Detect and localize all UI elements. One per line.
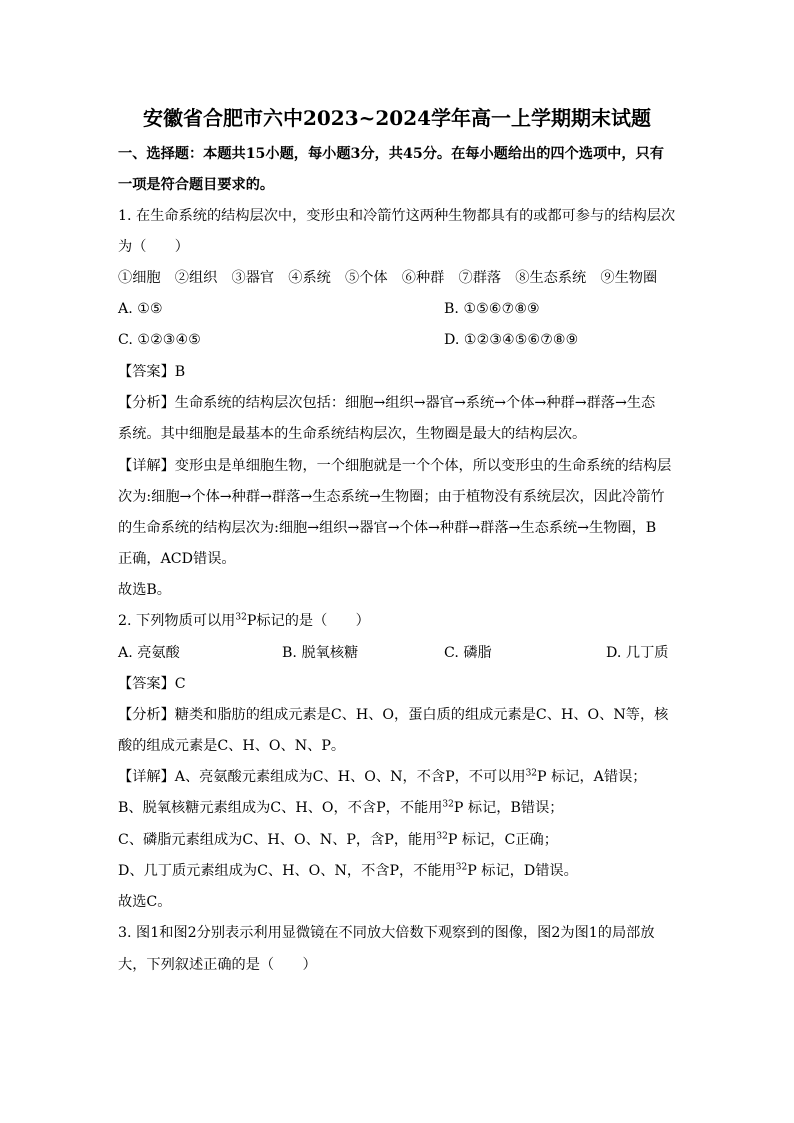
q2-detail-1-pre: 【详解】A、亮氨酸元素组成为C、H、O、N，不含P，不可以用 xyxy=(118,769,526,785)
q1-option-b: B. ①⑤⑥⑦⑧⑨ xyxy=(444,301,540,317)
q2-option-a: A. 亮氨酸 xyxy=(118,645,180,661)
q2-analysis-line-2: 酸的组成元素是C、H、O、N、P。 xyxy=(118,738,346,754)
q2-detail-3-post: P 标记，C正确； xyxy=(447,832,558,848)
q2-detail-2-sup: 32 xyxy=(442,799,454,810)
q2-detail-2-pre: B、脱氧核糖元素组成为C、H、O，不含P，不能用 xyxy=(118,800,443,816)
section-heading-line-1: 一、选择题：本题共15小题，每小题3分，共45分。在每小题给出的四个选项中，只有 xyxy=(118,146,664,162)
q2-detail-1-post: P 标记，A错误； xyxy=(537,769,647,785)
q2-option-c: C. 磷脂 xyxy=(444,645,492,661)
q1-answer: 【答案】B xyxy=(118,364,186,380)
q1-detail-line-2: 次为:细胞→个体→种群→群落→生态系统→生物圈；由于植物没有系统层次，因此冷箭竹 xyxy=(118,489,665,505)
q2-detail-line-1 xyxy=(118,767,678,787)
q1-stem-line-2: 为（ ） xyxy=(118,239,189,255)
page-title: 安徽省合肥市六中2023~2024学年高一上学期期末试题 xyxy=(142,106,652,130)
q1-detail-line-1: 【详解】变形虫是单细胞生物，一个细胞就是一个个体，所以变形虫的生命系统的结构层 xyxy=(118,458,672,474)
q1-analysis-line-1: 【分析】生命系统的结构层次包括：细胞→组织→器官→系统→个体→种群→群落→生态 xyxy=(118,395,656,411)
q1-option-d: D. ①②③④⑤⑥⑦⑧⑨ xyxy=(444,332,579,348)
q2-detail-line-4 xyxy=(118,861,678,881)
q2-detail-3-pre: C、磷脂元素组成为C、H、O、N、P，含P，能用 xyxy=(118,832,437,848)
q1-analysis-line-2: 系统。其中细胞是最基本的生命系统结构层次，生物圈是最大的结构层次。 xyxy=(118,426,587,442)
q2-detail-3-sup: 32 xyxy=(436,831,448,842)
q2-detail-2-post: P 标记，B错误； xyxy=(453,800,564,816)
q2-option-d: D. 几丁质 xyxy=(606,645,669,661)
q2-detail-4-sup: 32 xyxy=(455,862,468,873)
q2-option-b: B. 脱氧核糖 xyxy=(282,645,359,661)
q1-items: ①细胞 ②组织 ③器官 ④系统 ⑤个体 ⑥种群 ⑦群落 ⑧生态系统 ⑨生物圈 xyxy=(118,270,658,286)
q2-detail-1-sup: 32 xyxy=(525,768,538,779)
q2-detail-4-pre: D、几丁质元素组成为C、H、O、N，不含P，不能用 xyxy=(118,863,456,879)
q1-option-c: C. ①②③④⑤ xyxy=(118,332,201,348)
q2-stem-post: P标记的是（ ） xyxy=(246,613,370,629)
q2-stem xyxy=(118,611,678,631)
q2-analysis-line-1: 【分析】糖类和脂肪的组成元素是C、H、O，蛋白质的组成元素是C、H、O、N等，核 xyxy=(118,707,669,723)
section-heading-line-2: 一项是符合题目要求的。 xyxy=(118,177,275,193)
q2-choose: 故选C。 xyxy=(118,894,172,910)
q2-stem-sup: 32 xyxy=(235,612,247,623)
q2-detail-line-2 xyxy=(118,798,678,818)
q2-stem-pre: 2. 下列物质可以用 xyxy=(118,613,236,629)
q1-option-a: A. ①⑤ xyxy=(118,301,163,317)
q2-detail-4-post: P 标记，D错误。 xyxy=(467,863,578,879)
q1-stem-line-1: 1. 在生命系统的结构层次中，变形虫和冷箭竹这两种生物都具有的或都可参与的结构层次 xyxy=(118,208,676,224)
q1-detail-line-4: 正确，ACD错误。 xyxy=(118,551,236,567)
q1-detail-line-3: 的生命系统的结构层次为:细胞→组织→器官→个体→种群→群落→生态系统→生物圈，B xyxy=(118,520,657,536)
q1-choose: 故选B。 xyxy=(118,582,171,598)
q3-stem-line-1: 3. 图1和图2分别表示利用显微镜在不同放大倍数下观察到的图像，图2为图1的局部放 xyxy=(118,925,655,941)
q3-stem-line-2: 大，下列叙述正确的是（ ） xyxy=(118,957,317,973)
q2-detail-line-3 xyxy=(118,830,678,850)
q2-answer: 【答案】C xyxy=(118,676,186,692)
